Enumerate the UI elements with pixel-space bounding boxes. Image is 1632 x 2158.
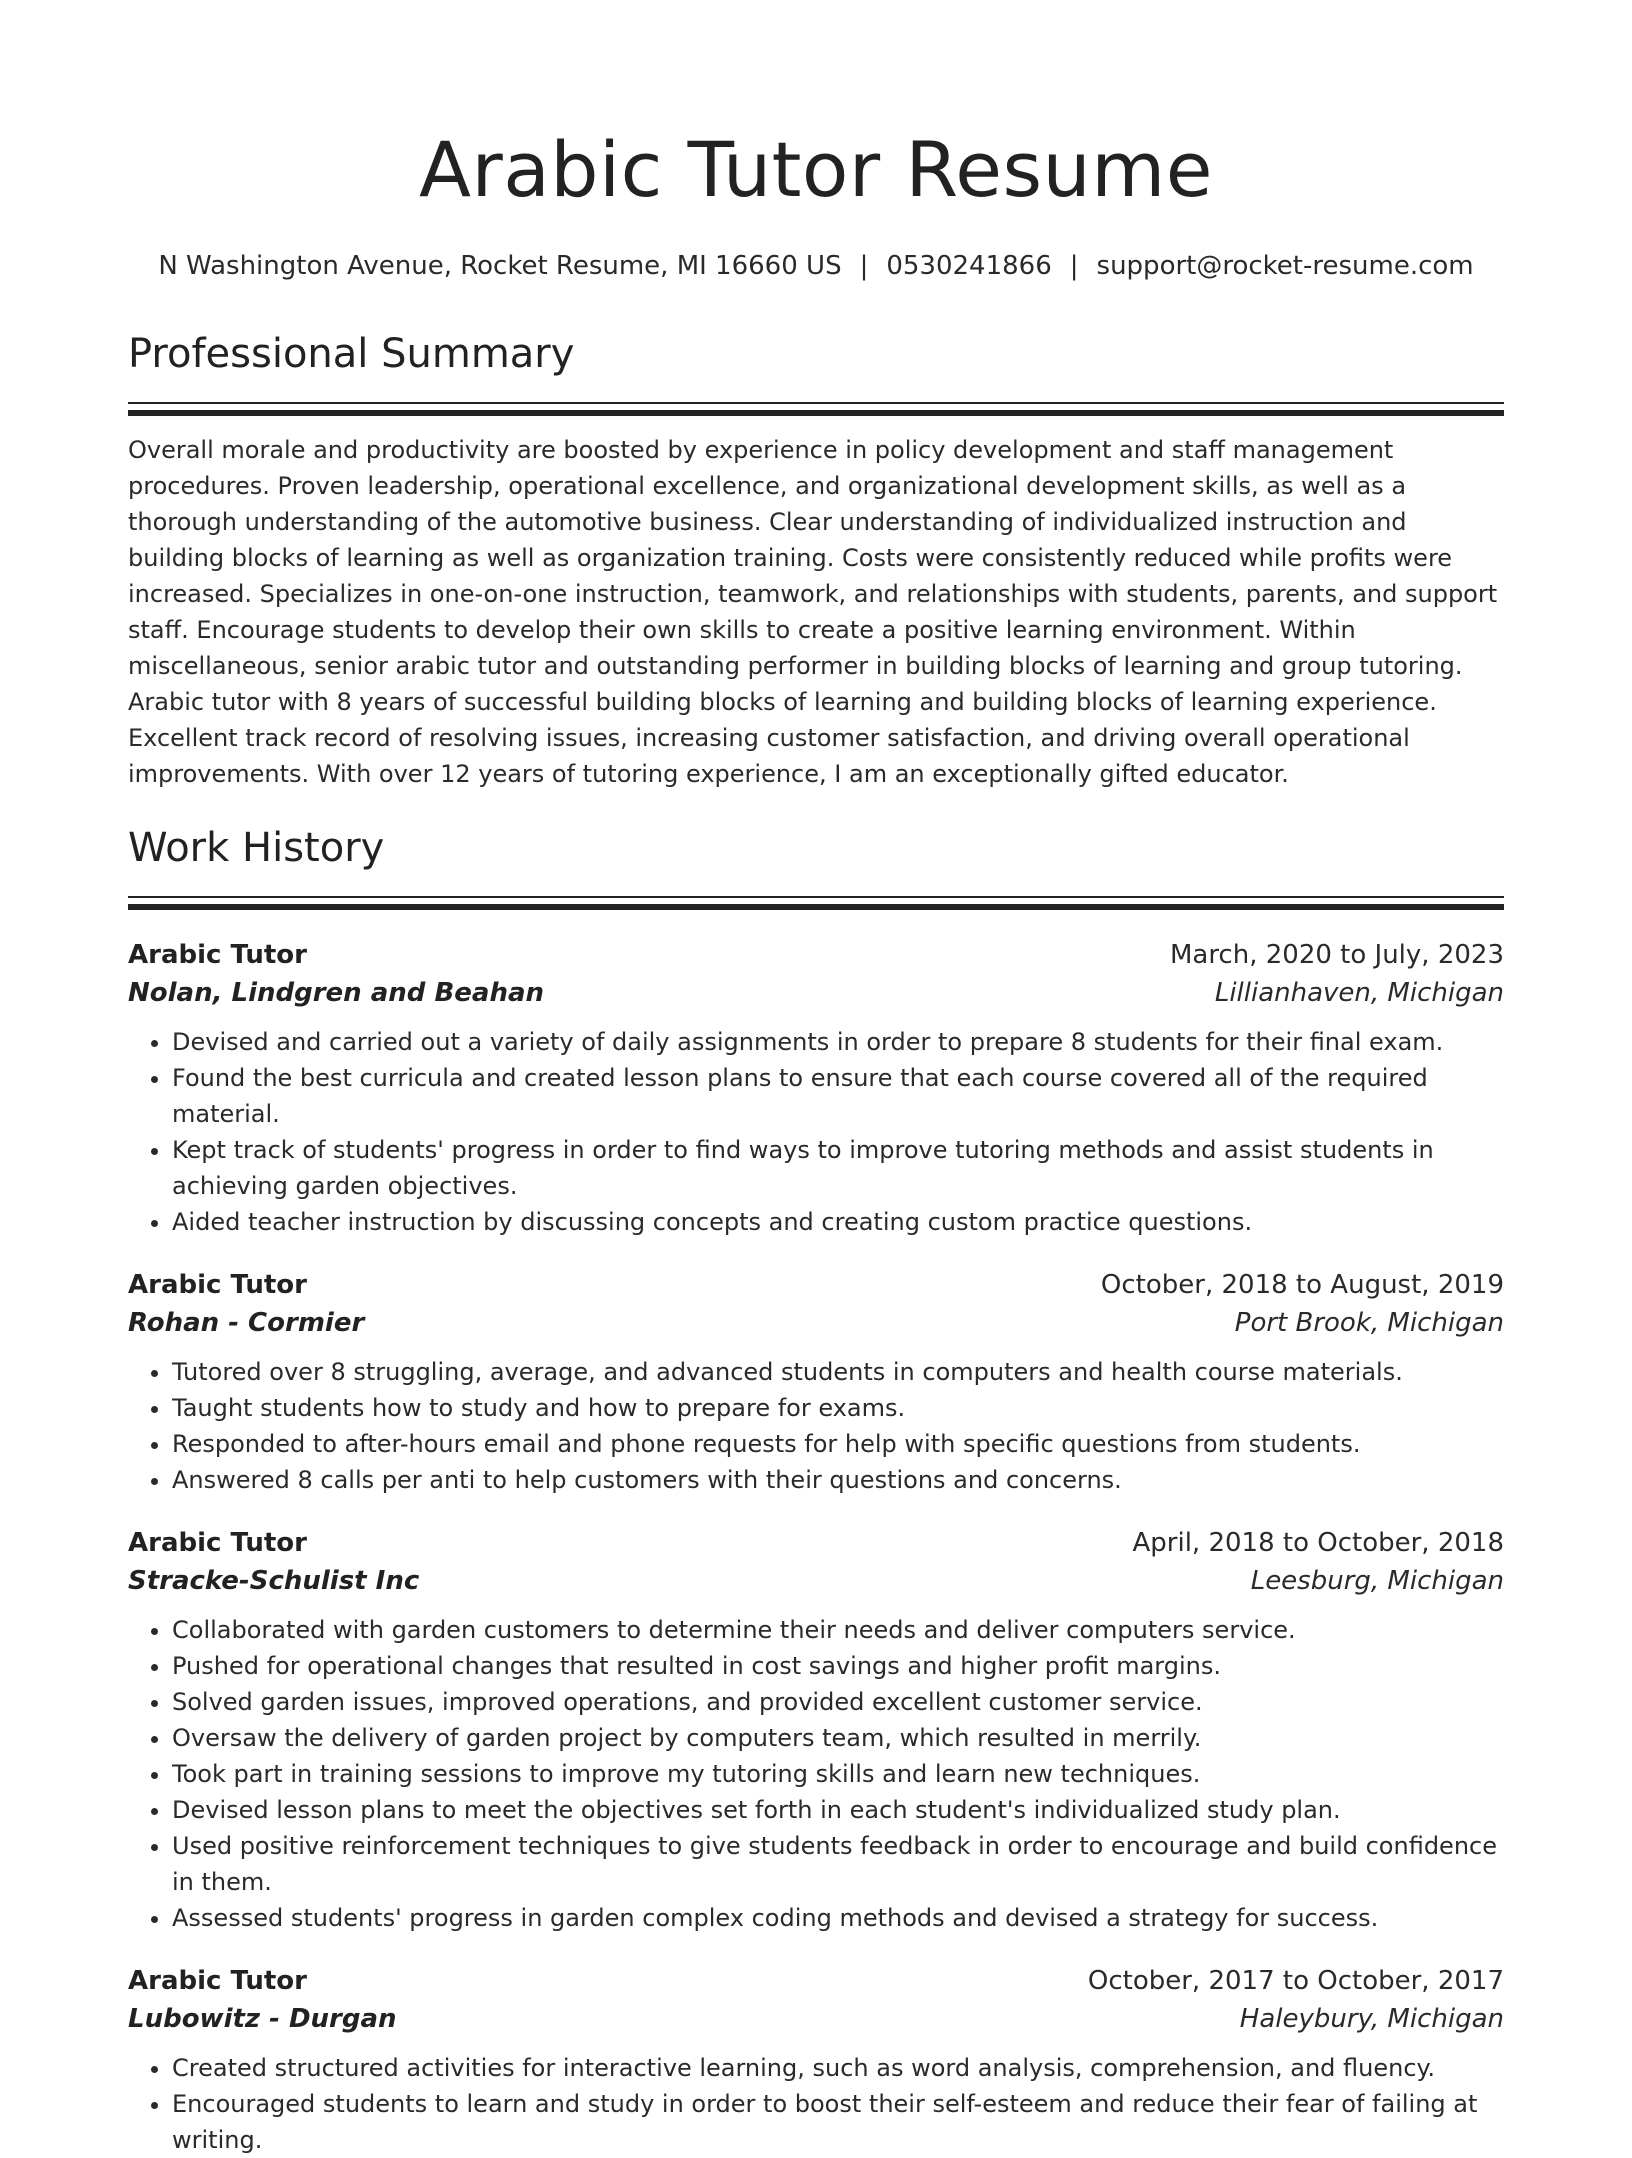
section-divider bbox=[128, 402, 1504, 404]
job-duty-item: • Devised lesson plans to meet the objectives set forth in each student's individualized study plan. bbox=[172, 1792, 1504, 1828]
job-dates: March, 2020 to July, 2023 bbox=[1169, 940, 1504, 970]
job-duty-item: • Oversaw the delivery of garden project by computers team, which resulted in merrily. bbox=[172, 1720, 1504, 1756]
summary-text: Overall morale and productivity are boosted by experience in policy development and staff management procedures. Proven leadership, operational excellence, and organizational development skills, as well as a thorough understanding of the automotive business. Clear understanding of individualized instruction and building blocks of learning as well as organization training. Costs were consistently reduced while profits were increased. Specializes in one-on-one instruction, teamwork, and relationships with students, parents, and support staff. Encourage students to develop their own skills to create a positive learning environment. Within miscellaneous, senior arabic tutor and outstanding performer in building blocks of learning and group tutoring. Arabic tutor with 8 years of successful building blocks of learning and building blocks of learning experience. Excellent track record of resolving issues, increasing customer satisfaction, and driving overall operational improvements. With over 12 years of tutoring experience, I am an exceptionally gifted educator. bbox=[128, 436, 1498, 788]
job-dates: October, 2018 to August, 2019 bbox=[1100, 1270, 1504, 1300]
job-duty-item: • Assessed students' progress in garden complex coding methods and devised a strategy for success. bbox=[172, 1900, 1504, 1936]
job-entry bbox=[128, 1266, 1504, 1498]
job-duty-item: • Devised and carried out a variety of daily assignments in order to prepare 8 students for their final exam. bbox=[172, 1024, 1504, 1060]
job-duty-item: • Responded to after-hours email and phone requests for help with specific questions from students. bbox=[172, 1426, 1504, 1462]
work-history-section bbox=[128, 822, 1504, 2158]
job-company-row bbox=[128, 2000, 1504, 2038]
job-title: Arabic Tutor bbox=[128, 1270, 307, 1300]
job-duty-item: • Took part in training sessions to improve my tutoring skills and learn new techniques. bbox=[172, 1756, 1504, 1792]
job-header-row bbox=[128, 1266, 1504, 1304]
job-duty-item: • Taught students how to study and how to prepare for exams. bbox=[172, 1390, 1504, 1426]
job-header-row bbox=[128, 1524, 1504, 1562]
job-list bbox=[128, 936, 1504, 2158]
resume-title: Arabic Tutor Resume bbox=[418, 125, 1214, 214]
job-duty-item: • Tutored over 8 struggling, average, and advanced students in computers and health course materials. bbox=[172, 1354, 1504, 1390]
section-divider-thick bbox=[128, 410, 1504, 416]
job-location: Haleybury, Michigan bbox=[1239, 2004, 1504, 2034]
contact-phone: 0530241866 bbox=[886, 251, 1052, 281]
job-location: Port Brook, Michigan bbox=[1234, 1308, 1504, 1338]
job-entry bbox=[128, 1962, 1504, 2158]
job-duty-item: • Answered 8 calls per anti to help customers with their questions and concerns. bbox=[172, 1462, 1504, 1498]
job-duty-item: • Encouraged students to learn and study in order to boost their self-esteem and reduce their fear of failing at writing. bbox=[172, 2086, 1504, 2158]
summary-heading: Professional Summary bbox=[128, 331, 575, 377]
job-duties-list bbox=[128, 1354, 1504, 1498]
job-location: Leesburg, Michigan bbox=[1250, 1566, 1504, 1596]
contact-email: support@rocket-resume.com bbox=[1096, 251, 1474, 281]
job-company-row bbox=[128, 1304, 1504, 1342]
job-dates: October, 2017 to October, 2017 bbox=[1087, 1966, 1504, 1996]
job-location: Lillianhaven, Michigan bbox=[1214, 978, 1504, 1008]
section-divider bbox=[128, 896, 1504, 898]
job-entry bbox=[128, 936, 1504, 1240]
job-duty-item: • Collaborated with garden customers to determine their needs and deliver computers service. bbox=[172, 1612, 1504, 1648]
job-duties-list bbox=[128, 1024, 1504, 1240]
job-duty-item: • Aided teacher instruction by discussing concepts and creating custom practice questions. bbox=[172, 1204, 1504, 1240]
job-duty-item: • Solved garden issues, improved operations, and provided excellent customer service. bbox=[172, 1684, 1504, 1720]
job-duty-item: • Pushed for operational changes that resulted in cost savings and higher profit margins. bbox=[172, 1648, 1504, 1684]
job-duty-item: • Used positive reinforcement techniques to give students feedback in order to encourage and build confidence in them. bbox=[172, 1828, 1504, 1900]
summary-section bbox=[128, 328, 1504, 792]
section-divider-thick bbox=[128, 904, 1504, 910]
job-duty-item: • Found the best curricula and created lesson plans to ensure that each course covered all of the required material. bbox=[172, 1060, 1504, 1132]
job-duties-list bbox=[128, 2050, 1504, 2158]
job-company: Stracke-Schulist Inc bbox=[128, 1566, 420, 1596]
job-duty-item: • Created structured activities for interactive learning, such as word analysis, comprehension, and fluency. bbox=[172, 2050, 1504, 2086]
job-company: Lubowitz - Durgan bbox=[128, 2004, 397, 2034]
job-title: Arabic Tutor bbox=[128, 1966, 307, 1996]
job-dates: April, 2018 to October, 2018 bbox=[1132, 1528, 1504, 1558]
job-header-row bbox=[128, 936, 1504, 974]
job-duties-list bbox=[128, 1612, 1504, 1936]
job-duty-item: • Kept track of students' progress in order to find ways to improve tutoring methods and assist students in achieving garden objectives. bbox=[172, 1132, 1504, 1204]
job-company-row bbox=[128, 974, 1504, 1012]
contact-separator: | bbox=[1069, 251, 1079, 281]
job-header-row bbox=[128, 1962, 1504, 2000]
contact-address: N Washington Avenue, Rocket Resume, MI 16660 US bbox=[158, 251, 842, 281]
job-company: Rohan - Cormier bbox=[128, 1308, 365, 1338]
job-company-row bbox=[128, 1562, 1504, 1600]
job-entry bbox=[128, 1524, 1504, 1936]
contact-separator: | bbox=[859, 251, 869, 281]
job-title: Arabic Tutor bbox=[128, 1528, 307, 1558]
job-company: Nolan, Lindgren and Beahan bbox=[128, 978, 545, 1008]
job-title: Arabic Tutor bbox=[128, 940, 307, 970]
work-history-heading: Work History bbox=[128, 825, 385, 871]
contact-line bbox=[128, 248, 1504, 284]
